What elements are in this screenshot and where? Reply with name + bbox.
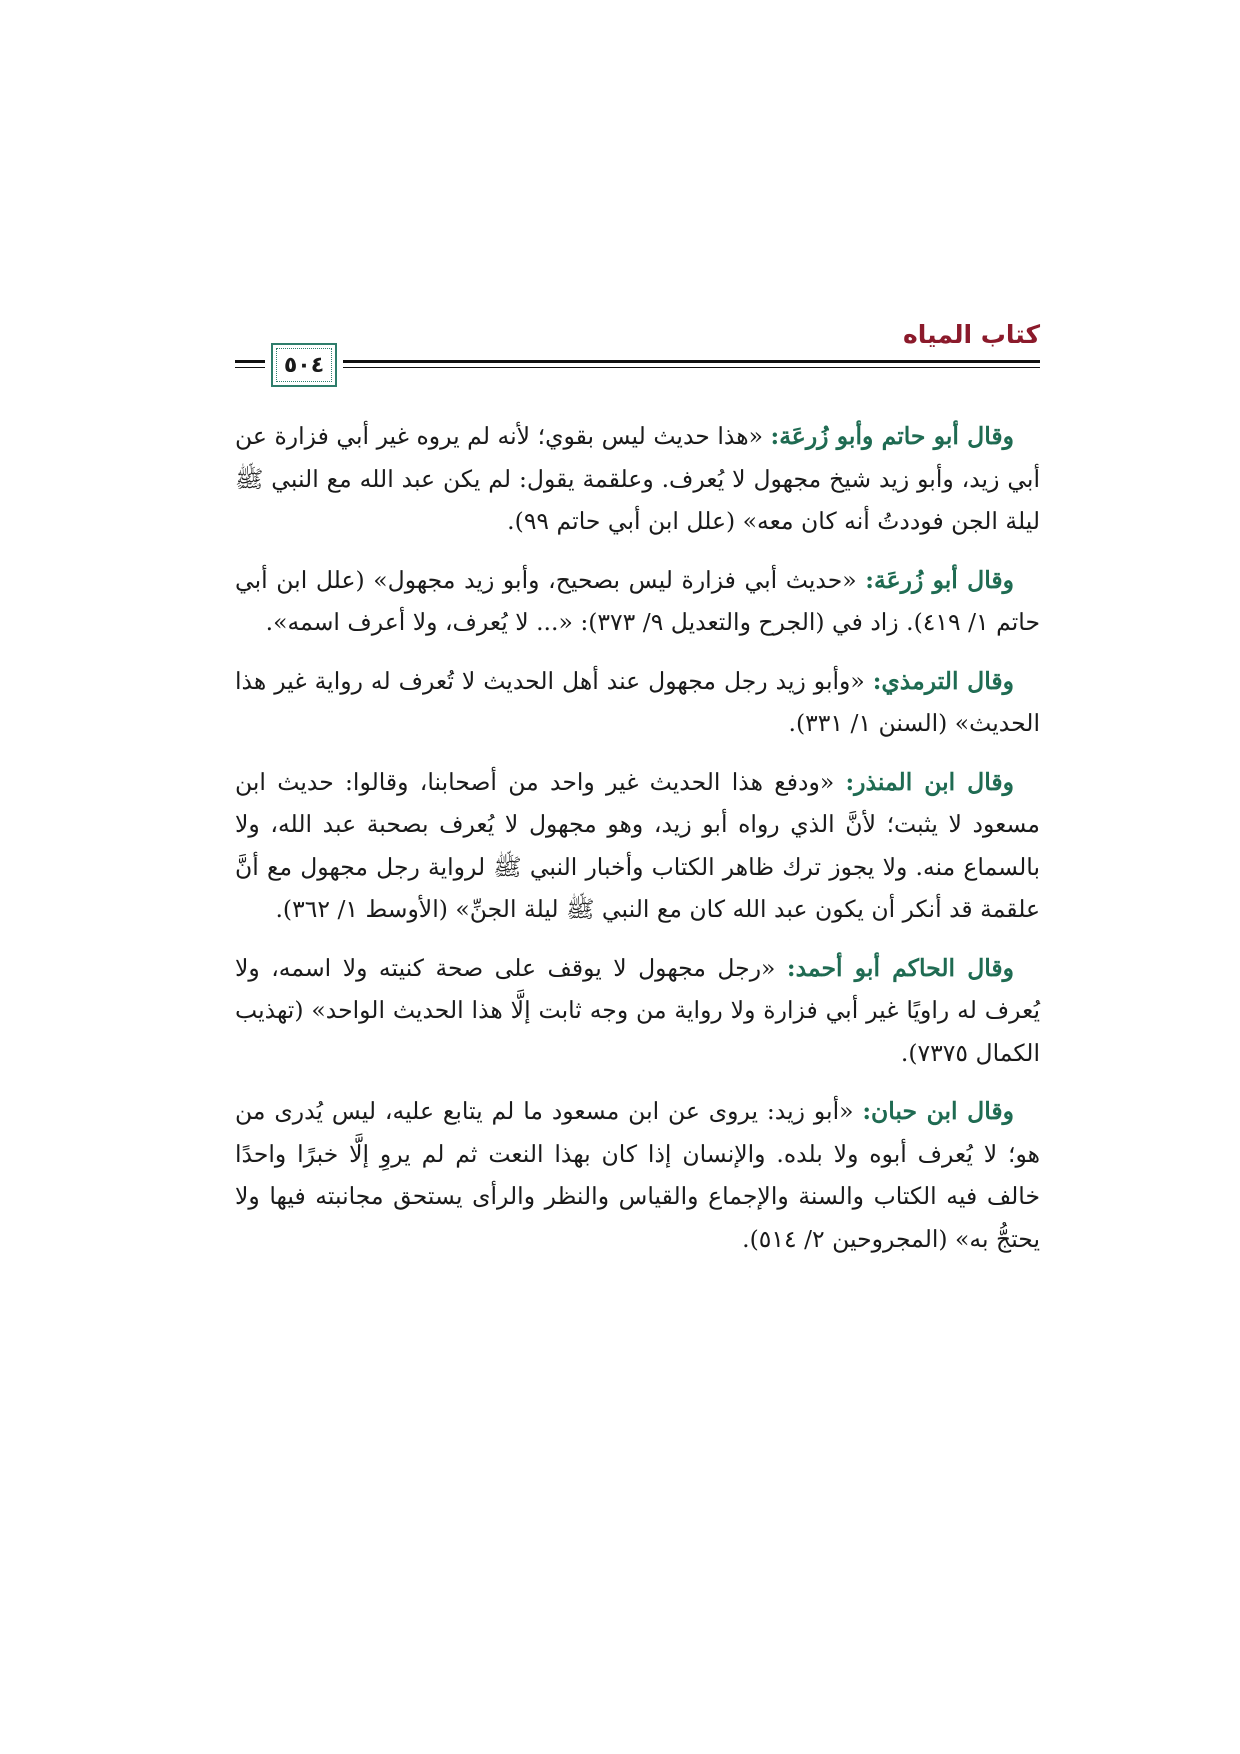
header-rule-thin — [235, 367, 1040, 368]
page-number-badge — [271, 343, 337, 387]
paragraph-tirmidhi — [235, 660, 1040, 745]
paragraph-text: «أبو زيد: يروى عن ابن مسعود ما لم يتابع عليه، ليس يُدرى من هو؛ لا يُعرف أبوه ولا بلده. والإنسان إذا كان بهذا النعت ثم لم يروِ إلَّا خبرًا واحدًا خالف فيه الكتاب والسنة والإجماع والقياس والنظر والرأى يستحق مجانبته فيها ولا يحتجُّ به» (المجروحين ٢/ ٥١٤). — [235, 1097, 1040, 1253]
paragraph-abu-hatim — [235, 415, 1040, 543]
speaker-label: وقال أبو زُرعَة: — [865, 565, 1014, 594]
paragraph-text: «رجل مجهول لا يوقف على صحة كنيته ولا اسمه، ولا يُعرف له راويًا غير أبي فزارة ولا رواية من وجه ثابت إلَّا هذا الحديث الواحد» (تهذيب الكمال ٧٣٧٥). — [235, 953, 1040, 1067]
paragraph-text: «حديث أبي فزارة ليس بصحيح، وأبو زيد مجهول» (علل ابن أبي حاتم ١/ ٤١٩). زاد في (الجرح والتعديل ٩/ ٣٧٣): «... لا يُعرف، ولا أعرف اسمه». — [235, 565, 1040, 636]
speaker-label: وقال ابن حبان: — [862, 1097, 1014, 1125]
paragraph-ibn-al-mundhir — [235, 761, 1040, 931]
paragraph-al-hakim — [235, 947, 1040, 1075]
page-header — [235, 318, 1040, 388]
running-head-title: كتاب المياه — [902, 320, 1040, 349]
page-number: ٥٠٤ — [283, 352, 325, 378]
speaker-label: وقال أبو حاتم وأبو زُرعَة: — [770, 422, 1014, 450]
paragraph-ibn-hibban — [235, 1090, 1040, 1260]
paragraph-text: «ودفع هذا الحديث غير واحد من أصحابنا، وقالوا: حديث ابن مسعود لا يثبت؛ لأنَّ الذي رواه أبو زيد، وهو مجهول لا يُعرف بصحبة عبد الله، ولا بالسماع منه. ولا يجوز ترك ظاهر الكتاب وأخبار النبي ﷺ لرواية رجل مجهول مع أنَّ علقمة قد أنكر أن يكون عبد الله كان مع النبي ﷺ ليلة الجنِّ» (الأوسط ١/ ٣٦٢). — [235, 767, 1040, 923]
speaker-label: وقال الحاكم أبو أحمد: — [786, 953, 1015, 982]
header-rule-thick — [235, 360, 1040, 363]
speaker-label: وقال الترمذي: — [872, 666, 1014, 695]
page-body — [235, 415, 1040, 1276]
paragraph-abu-zura — [235, 559, 1040, 644]
speaker-label: وقال ابن المنذر: — [845, 767, 1014, 796]
paragraph-text: «وأبو زيد رجل مجهول عند أهل الحديث لا تُعرف له رواية غير هذا الحديث» (السنن ١/ ٣٣١). — [235, 666, 1040, 737]
paragraph-text: «هذا حديث ليس بقوي؛ لأنه لم يروه غير أبي فزارة عن أبي زيد، وأبو زيد شيخ مجهول لا يُعرف. وعلقمة يقول: لم يكن عبد الله مع النبي ﷺ ليلة الجن فوددتُ أنه كان معه» (علل ابن أبي حاتم ٩٩). — [235, 422, 1040, 535]
